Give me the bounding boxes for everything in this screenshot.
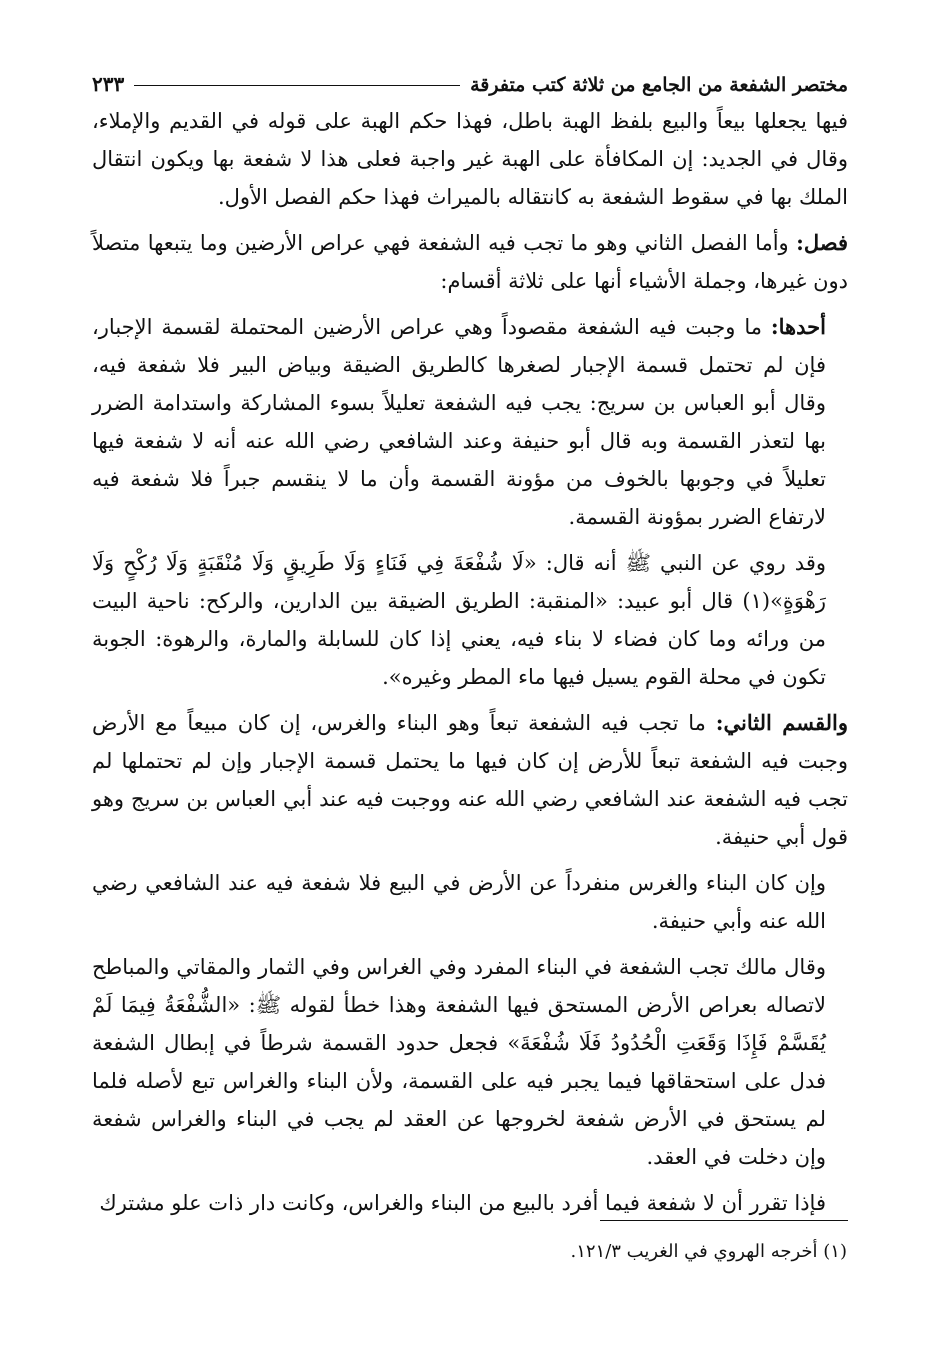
paragraph-3	[92, 308, 848, 536]
footnote: (١) أخرجه الهروي في الغريب ١٢١/٣.	[570, 1241, 847, 1262]
header-title: مختصر الشفعة من الجامع من ثلاثة كتب متفرقة	[470, 74, 848, 96]
paragraph-8	[92, 1184, 848, 1222]
paragraph-text: وإن كان البناء والغرس منفرداً عن الأرض في البيع فلا شفعة فيه عند الشافعي رضي الله عنه وأبي حنيفة.	[92, 871, 826, 933]
section-lead: أحدها:	[770, 314, 826, 339]
paragraph-text: فإذا تقرر أن لا شفعة فيما أفرد بالبيع من البناء والغراس، وكانت دار ذات علو مشترك	[99, 1191, 826, 1215]
paragraph-1	[92, 102, 848, 216]
paragraph-text: ما تجب فيه الشفعة تبعاً وهو البناء والغرس، إن كان مبيعاً مع الأرض وجبت فيه الشفعة تبعاً للأرض إن كان فيها ما يحتمل قسمة الإجبار وإن لم تحتملها لم تجب فيه الشفعة عند الشافعي رضي الله عنه ووجبت فيه عند أبي العباس بن سريج وهو قول أبي حنيفة.	[92, 711, 848, 849]
paragraph-text: وقال مالك تجب الشفعة في البناء المفرد وفي الغراس وفي الثمار والمقاتي والمباطح لاتصاله بعراص الأرض المستحق فيها الشفعة وهذا خطأ لقوله ﷺ: «الشُّفْعَةُ فِيمَا لَمْ يُقَسَّمْ فَإِذَا وَقَعَتِ الْحُدُودُ فَلَا شُفْعَةَ» فجعل حدود القسمة شرطاً في إبطال الشفعة فدل على استحقاقها فيما يجبر فيه على القسمة، ولأن البناء والغراس تبع لأصله فلما لم يستحق في الأرض شفعة لخروجها عن العقد لم يجب في البناء والغراس شفعة وإن دخلت في العقد.	[92, 955, 826, 1169]
paragraph-text: وأما الفصل الثاني وهو ما تجب فيه الشفعة فهي عراص الأرضين وما يتبعها متصلاً دون غيرها، وجملة الأشياء أنها على ثلاثة أقسام:	[92, 231, 848, 293]
paragraph-6	[92, 864, 848, 940]
document-page	[92, 62, 848, 1230]
section-lead: والقسم الثاني:	[715, 710, 848, 735]
section-lead: فصل:	[796, 230, 848, 255]
running-header	[92, 62, 848, 96]
page-number: ٢٣٣	[92, 72, 125, 96]
paragraph-2	[92, 224, 848, 300]
paragraph-4	[92, 544, 848, 696]
footnote-separator	[600, 1220, 848, 1221]
paragraph-text: فيها يجعلها بيعاً والبيع بلفظ الهبة باطل، فهذا حكم الهبة على قوله في القديم والإملاء، وقال في الجديد: إن المكافأة على الهبة غير واجبة فعلى هذا لا شفعة بها ويكون انتقال الملك بها في سقوط الشفعة به كانتقاله بالميراث فهذا حكم الفصل الأول.	[92, 109, 848, 209]
paragraph-text: ما وجبت فيه الشفعة مقصوداً وهي عراص الأرضين المحتملة لقسمة الإجبار، فإن لم تحتمل قسمة الإجبار لصغرها كالطريق الضيقة وبياض البير فلا شفعة فيه، وقال أبو العباس بن سريج: يجب فيه الشفعة تعليلاً بسوء المشاركة واستدامة الضرر بها لتعذر القسمة وبه قال أبو حنيفة وعند الشافعي رضي الله عنه أنه لا شفعة فيها تعليلاً في وجوبها بالخوف من مؤونة القسمة وأن ما لا ينقسم جبراً فلا شفعة فيه لارتفاع الضرر بمؤونة القسمة.	[92, 315, 826, 529]
paragraph-text: وقد روي عن النبي ﷺ أنه قال: «لَا شُفْعَةَ فِي فَنَاءٍ وَلَا طَرِيقٍ وَلَا مُنْقَبَةٍ وَلَا رُكْحٍ وَلَا رَهْوَةٍ»(١) قال أبو عبيد: «المنقبة: الطريق الضيقة بين الدارين، والركح: ناحية البيت من ورائه وما كان فضاء لا بناء فيه، يعني إذا كان للسابلة والمارة، والرهوة: الجوبة تكون في محلة القوم يسيل فيها ماء المطر وغيره».	[92, 551, 827, 689]
paragraph-7	[92, 948, 848, 1176]
header-rule	[134, 85, 460, 86]
body-text	[92, 102, 848, 1222]
paragraph-5	[92, 704, 848, 856]
